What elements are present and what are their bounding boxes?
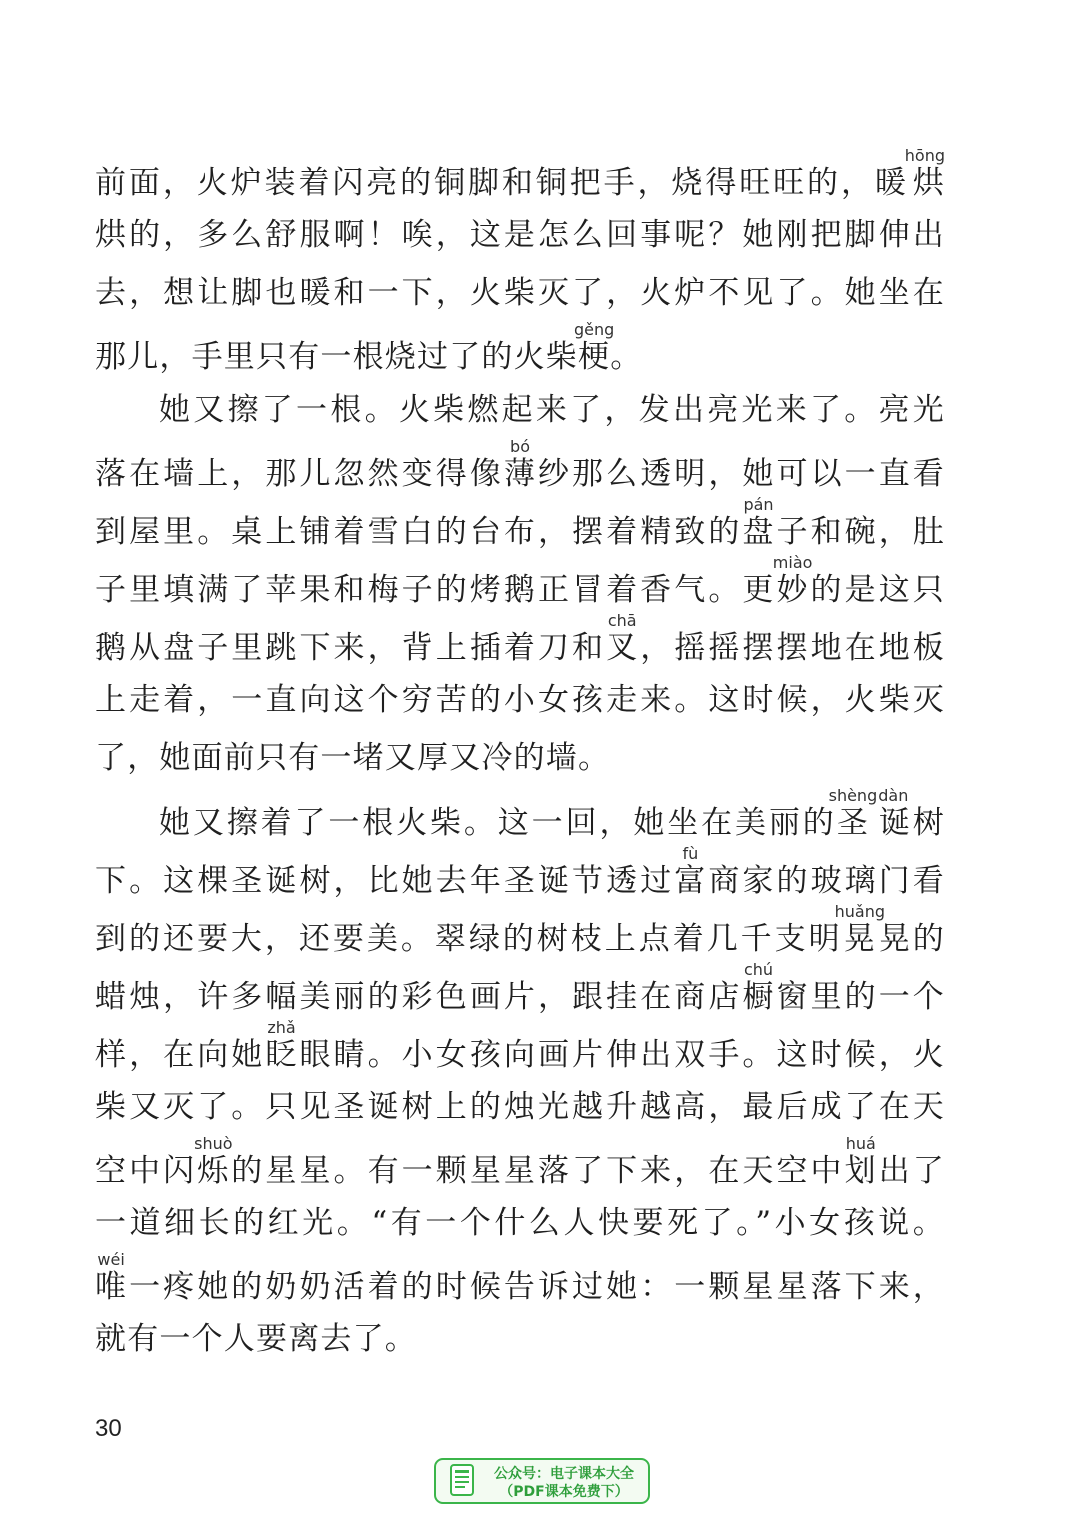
text-segment: 前面，火炉装着闪亮的铜脚和铜把手，烧得旺旺的，暖 bbox=[95, 165, 909, 201]
text-line bbox=[95, 148, 945, 206]
text-segment: 落在墙上，那儿忽然变得像 bbox=[95, 456, 504, 492]
text-line bbox=[95, 613, 945, 671]
annotated-char: 眨 bbox=[265, 1037, 300, 1073]
text-segment: 鹅从盘子里跳下来，背上插着刀和 bbox=[95, 630, 607, 666]
pinyin: miào bbox=[772, 553, 813, 572]
pinyin: gěng bbox=[573, 320, 615, 339]
text-line bbox=[95, 381, 945, 439]
text-line bbox=[95, 1020, 945, 1078]
text-segment: 她又擦着了一根火柴。这一回，她坐在美丽的 bbox=[159, 805, 837, 841]
pinyin-annotated-char bbox=[844, 1134, 879, 1189]
text-line bbox=[95, 1310, 945, 1368]
pinyin: chā bbox=[606, 611, 639, 630]
text-segment: 。 bbox=[610, 339, 643, 375]
pinyin: wéi bbox=[95, 1250, 128, 1269]
text-segment: 上走着，一直向这个穷苦的小女孩走来。这时候，火柴灭 bbox=[95, 682, 945, 718]
text-segment: 她又擦了一根。火柴燃起来了，发出亮光来了。亮光 bbox=[159, 392, 945, 428]
pinyin-annotated-char bbox=[772, 553, 813, 608]
pinyin: hōng bbox=[904, 146, 945, 165]
pinyin-annotated-char bbox=[742, 960, 777, 1015]
pinyin-annotated-char bbox=[877, 786, 913, 841]
text-segment: 就有一个人要离去了。 bbox=[95, 1321, 417, 1357]
text-line bbox=[95, 555, 945, 613]
annotated-char: 妙 bbox=[772, 572, 813, 608]
annotated-char: 叉 bbox=[606, 630, 641, 666]
text-line bbox=[95, 1194, 945, 1252]
text-segment: 烘的，多么舒服啊！唉，这是怎么回事呢？她刚把脚伸出 bbox=[95, 217, 945, 253]
text-line bbox=[95, 206, 945, 264]
annotated-char: 烁 bbox=[194, 1153, 233, 1189]
pinyin: huǎng bbox=[834, 902, 886, 921]
pinyin-annotated-char bbox=[904, 146, 945, 201]
text-line bbox=[95, 264, 945, 322]
page-number: 30 bbox=[95, 1415, 122, 1442]
text-line bbox=[95, 962, 945, 1020]
story-paragraph-2 bbox=[95, 381, 945, 787]
text-segment: 到屋里。桌上铺着雪白的台布，摆着精致的 bbox=[95, 514, 743, 550]
text-line bbox=[95, 497, 945, 555]
text-line bbox=[95, 846, 945, 904]
text-segment: 子里填满了苹果和梅子的烤鹅正冒着香气。更 bbox=[95, 572, 777, 608]
text-segment: 树 bbox=[912, 805, 945, 841]
annotated-char: 晃 bbox=[834, 921, 886, 957]
text-segment: 一道细长的红光。“有一个什么人快要死了。”小女孩说。 bbox=[95, 1205, 945, 1241]
text-segment: 窗里的一个 bbox=[776, 979, 945, 1015]
annotated-char: 薄 bbox=[503, 456, 538, 492]
watermark-badge bbox=[434, 1458, 650, 1504]
pinyin: pán bbox=[742, 495, 775, 514]
story-paragraph-3 bbox=[95, 788, 945, 1368]
annotated-char: 划 bbox=[844, 1153, 879, 1189]
pinyin-annotated-char bbox=[828, 786, 878, 841]
annotated-char: 烘 bbox=[904, 165, 945, 201]
pinyin-annotated-char bbox=[834, 902, 886, 957]
watermark-line-1: 公众号：电子课本大全 bbox=[494, 1466, 634, 1482]
text-segment: 到的还要大，还要美。翠绿的树枝上点着几千支明 bbox=[95, 921, 843, 957]
text-segment: 眼睛。小女孩向画片伸出双手。这时候，火 bbox=[299, 1037, 945, 1073]
annotated-char: 橱 bbox=[742, 979, 777, 1015]
pinyin-annotated-char bbox=[742, 495, 777, 550]
pinyin: chú bbox=[742, 960, 775, 979]
text-segment: 的是这只 bbox=[808, 572, 945, 608]
annotated-char: 梗 bbox=[573, 339, 615, 375]
annotated-char: 富 bbox=[674, 863, 709, 899]
text-segment: 晃的 bbox=[877, 921, 945, 957]
pinyin-annotated-char bbox=[95, 1250, 130, 1305]
pinyin: bó bbox=[503, 437, 537, 456]
text-line bbox=[95, 788, 945, 846]
text-segment: 商家的玻璃门看 bbox=[708, 863, 945, 899]
text-line bbox=[95, 1136, 945, 1194]
story-paragraph-1 bbox=[95, 148, 945, 380]
text-segment: 下。这棵圣诞树，比她去年圣诞节透过 bbox=[95, 863, 675, 899]
text-segment: 去，想让脚也暖和一下，火柴灭了，火炉不见了。她坐在 bbox=[95, 275, 945, 311]
text-segment: 蜡烛，许多幅美丽的彩色画片，跟挂在商店 bbox=[95, 979, 743, 1015]
text-segment: 样，在向她 bbox=[95, 1037, 266, 1073]
text-line bbox=[95, 322, 945, 380]
text-line bbox=[95, 904, 945, 962]
pinyin: huá bbox=[844, 1134, 877, 1153]
pinyin: zhǎ bbox=[265, 1018, 298, 1037]
text-line bbox=[95, 1078, 945, 1136]
annotated-char: 圣 bbox=[828, 805, 878, 841]
text-segment: ，摇摇摆摆地在地板 bbox=[640, 630, 945, 666]
text-segment: 一疼她的奶奶活着的时候告诉过她：一颗星星落下来， bbox=[129, 1269, 945, 1305]
text-segment: 出了 bbox=[878, 1153, 945, 1189]
book-icon bbox=[450, 1464, 474, 1498]
annotated-char: 唯 bbox=[95, 1269, 130, 1305]
text-segment: 纱那么透明，她可以一直看 bbox=[537, 456, 946, 492]
watermark-line-2: （PDF课本免费下） bbox=[499, 1484, 629, 1500]
pinyin-annotated-char bbox=[674, 844, 709, 899]
pinyin-annotated-char bbox=[573, 320, 615, 375]
text-segment: 的星星。有一颗星星落了下来，在天空中 bbox=[229, 1153, 845, 1189]
text-line bbox=[95, 439, 945, 497]
text-line bbox=[95, 729, 945, 787]
text-segment: 子和碗，肚 bbox=[776, 514, 945, 550]
pinyin-annotated-char bbox=[606, 611, 641, 666]
text-segment: 那儿，手里只有一根烧过了的火柴 bbox=[95, 339, 578, 375]
pinyin: fù bbox=[674, 844, 707, 863]
text-segment: 柴又灭了。只见圣诞树上的烛光越升越高，最后成了在天 bbox=[95, 1089, 945, 1125]
pinyin: dàn bbox=[877, 786, 910, 805]
text-line bbox=[95, 671, 945, 729]
text-line bbox=[95, 1252, 945, 1310]
text-segment: 了，她面前只有一堵又厚又冷的墙。 bbox=[95, 740, 611, 776]
pinyin-annotated-char bbox=[265, 1018, 300, 1073]
pinyin: shuò bbox=[194, 1134, 233, 1153]
pinyin: shèng bbox=[828, 786, 878, 805]
pinyin-annotated-char bbox=[503, 437, 538, 492]
pinyin-annotated-char bbox=[194, 1134, 233, 1189]
annotated-char: 盘 bbox=[742, 514, 777, 550]
annotated-char: 诞 bbox=[877, 805, 913, 841]
text-segment: 空中闪 bbox=[95, 1153, 198, 1189]
